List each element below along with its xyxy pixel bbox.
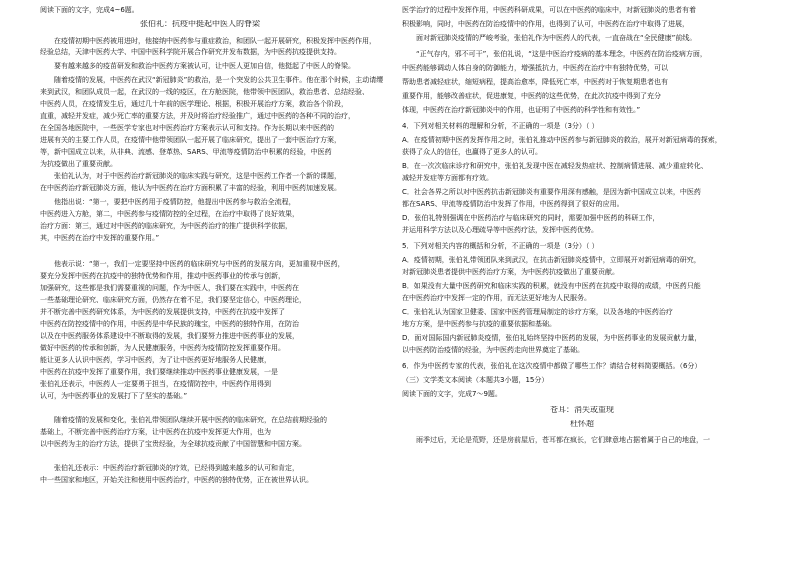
passage-intro: 阅读下面的文字，完成4~6题。 bbox=[40, 6, 139, 14]
paragraph-line: 要有越来越多的疫苗研发和救治中医药方案被认可，让中医人更加自信，他挺起了中医人的脊梁。 bbox=[54, 62, 355, 70]
story-title: 苍耳：消失或重现 bbox=[550, 406, 614, 414]
passage-title: 张伯礼：抗疫中挺起中医人的脊梁 bbox=[140, 20, 260, 28]
paragraph-line: 他指出说：“第一，要把中医药用于疫情防控，他提出中医药参与救治全流程， bbox=[54, 198, 296, 206]
paragraph-line: 要充分发挥中医药在抗疫中的独特优势和作用，推动中医药事业的传承与创新， bbox=[40, 272, 285, 280]
paragraph-line: 体现，中医药在治疗新冠肺炎中的作用，也证明了中医药的科学性和有效性。” bbox=[402, 106, 641, 114]
paragraph-line: 为抗疫做出了重要贡献。 bbox=[40, 160, 117, 168]
paragraph-line: 重要作用，能够改善症状，促进康复，中医药的这些优势，在此次抗疫中得到了充分 bbox=[402, 92, 661, 100]
paragraph-line: 经验总结，天津中医药大学、中国中医科学院开展合作研究并发布数据，为中医药抗疫提供支持。 bbox=[40, 48, 341, 56]
paragraph-line: 中一些国家和地区，开始关注和使用中医药治疗，中医药的独特优势，正在被世界认识。 bbox=[40, 476, 313, 484]
paragraph-line: 中医药人员，在疫情发生后，通过几十年前的医学理论、根据，积极开展治疗方案，救治各个阶段， bbox=[40, 100, 348, 108]
left-column bbox=[40, 0, 384, 562]
paragraph-line: 在中医药治疗新冠肺炎方面，他认为中医药在治疗方面积累了丰富的经验，利用中医药加速发展。 bbox=[40, 184, 341, 192]
paragraph-line: 中医药能够调动人体自身的防御能力，增强抵抗力，中医药在治疗中有独特优势，可以 bbox=[402, 64, 668, 72]
option-line: B．在一次次临床诊疗和研究中，张伯礼发现中医在减轻发热症状、控制病情进展、减少重症转化、 bbox=[402, 162, 708, 170]
paragraph-line: 医学治疗的过程中发挥作用，中医药科研成果，可以在中医药的临床中，对新冠肺炎的患者有着 bbox=[402, 6, 696, 14]
option-line: 地方方案，是中医药参与抗疫的重要依据和基础。 bbox=[402, 320, 556, 328]
question-6: 6．作为中医药专家的代表，张伯礼在这次疫情中都做了哪些工作？请结合材料简要概括。（6分） bbox=[402, 362, 702, 370]
option-line: 在中医药治疗中发挥一定的作用，而无法更好地为人民服务。 bbox=[402, 294, 591, 302]
paragraph-line: 一些基础理论研究、临床研究方面，仍然存在着不足，我们要坚定信心，中医药理论， bbox=[40, 296, 306, 304]
paragraph-line: 等，新中国成立以来，从非典、流感、登革热、SARS、甲流等疫情防治中积累的经验，中医药 bbox=[40, 148, 332, 156]
option-line: A．疫情初期，张伯礼带领团队来到武汉，在抗击新冠肺炎疫情中，立即展开对新冠病毒的研究， bbox=[402, 256, 701, 264]
paragraph-line: 加强研究，这些都是我们需要重视的问题，作为中医人，我们要在实践中，中医药在 bbox=[40, 284, 299, 292]
paragraph-line: 面对新冠肺炎疫情的严峻考验，张伯礼作为中医药人的代表，一直奋战在“全民健康”前线。 bbox=[416, 34, 697, 42]
paragraph-line: 进展有关的主要工作人员，在疫情中他带领团队一起开展了临床研究，提出了一套中医治疗方案， bbox=[40, 136, 341, 144]
paragraph-line: 以中医药为主的治疗方法，提供了宝贵经验，为全球抗疫贡献了中国智慧和中国方案。 bbox=[40, 440, 306, 448]
paragraph-line: 并不断完善中医药研究体系，为中医药的发展提供支持，中医药在抗疫中发挥了 bbox=[40, 308, 285, 316]
option-line: 对新冠肺炎患者提供中医药治疗方案，为中医药抗疫做出了重要贡献。 bbox=[402, 268, 619, 276]
option-line: A．在疫情初期中医药发挥作用之时，张伯礼推动中医药参与新冠肺炎的救治，展开对新冠病毒的探索， bbox=[402, 136, 722, 144]
paragraph-line: 帮助患者减轻症状，缩短病程，提高治愈率，降低死亡率，中医药对于恢复期患者也有 bbox=[402, 78, 668, 86]
section-intro: 阅读下面的文字，完成7～9题。 bbox=[402, 390, 502, 398]
story-author: 杜怀超 bbox=[570, 420, 594, 428]
paragraph-line: 来到武汉，和团队成员一起，在武汉的一线的疫区，在方舱医院，他带领中医团队，救治患者、总结经验、 bbox=[40, 88, 369, 96]
paragraph-line: 中医药在抗疫中发挥了重要作用，我们要继续推动中医药事业健康发展，一是 bbox=[40, 368, 278, 376]
paragraph-line: 做好中医药的传承和创新，为人民健康服务，中医药为疫情防控发挥重要作用。 bbox=[40, 344, 285, 352]
question-5: 5．下列对相关内容的概括和分析，不正确的一项是（3分）（ ） bbox=[402, 242, 599, 250]
paragraph-line: 中医药在防控疫情中的作用，中医药是中华民族的瑰宝，中医药的独特作用，在防治 bbox=[40, 320, 299, 328]
paragraph-line: 积极影响，同时，中医药在防治疫情中的作用，也得到了认可，中医药在治疗中取得了进展， bbox=[402, 20, 689, 28]
option-line: 并运用科学方法以及心理疏导等中医药疗法，发挥中医药优势。 bbox=[402, 226, 598, 234]
paragraph-line: 张伯礼认为，对于中医药治疗新冠肺炎的临床实践与研究，这是中医药工作者一个新的课题， bbox=[54, 172, 341, 180]
option-line: D．张伯礼特别强调在中医药治疗与临床研究的同时，需要加强中医药的科研工作， bbox=[402, 214, 660, 222]
paragraph-line: 张伯礼还表示：中医药治疗新冠肺炎的疗效，已经得到越来越多的认可和肯定， bbox=[54, 464, 299, 472]
paragraph-line: 张伯礼还表示，中医药人一定要勇于担当，在疫情防控中，中医药作用得到 bbox=[40, 380, 271, 388]
option-line: C．张伯礼认为国家卫健委、国家中医药管理局制定的诊疗方案，以及各地的中医药治疗 bbox=[402, 308, 673, 316]
option-line: D．面对国际国内新冠肺炎疫情，张伯礼始终坚持中医药的发展，为中医药事业的发展贡献力量， bbox=[402, 334, 702, 342]
option-line: C．社会各界之所以对中医药抗击新冠肺炎有重要作用深有感触，是因为新中国成立以来，中医药 bbox=[402, 188, 701, 196]
paragraph-line: 他表示说：“第一，我们一定要坚持中医药的临床研究与中医药的发展方向，更加重视中医药， bbox=[54, 260, 345, 268]
paragraph-line: “正气存内，邪不可干”，张伯礼说，“这是中医治疗疫病的基本理念，中医药在防治疫病方面， bbox=[416, 50, 707, 58]
paragraph-line: 随着疫情的发展和变化，张伯礼带领团队继续开展中医药的临床研究，在总结前期经验的 bbox=[54, 416, 327, 424]
question-4: 4．下列对相关材料的理解和分析，不正确的一项是（3分）（ ） bbox=[402, 122, 599, 130]
option-line: B．如果没有大量中医药研究和临床实践的积累，就没有中医药在抗疫中取得的成绩，中医药只能 bbox=[402, 282, 701, 290]
paragraph-line: 能让更多人认识中医药，学习中医药，为了让中医药更好地服务人民健康， bbox=[40, 356, 271, 364]
right-column bbox=[402, 0, 762, 562]
paragraph-line: 认可，为中医药事业的发展打下了坚实的基础。” bbox=[40, 392, 188, 400]
paragraph-line: 基础上，不断完善中医药治疗方案，让中医药在抗疫中发挥更大作用，也为 bbox=[40, 428, 271, 436]
paragraph-line: 在全国各地医院中，一些医学专家也对中医药治疗方案表示认可和支持。作为长期以来中医药的 bbox=[40, 124, 334, 132]
option-line: 获得了众人的信任，也赢得了更多人的认可。 bbox=[402, 148, 542, 156]
paragraph-line: 其，中医药在治疗中发挥的重要作用。” bbox=[40, 234, 160, 242]
paragraph-line: 以及在中医药服务体系建设中不断取得的发展，我们要努力推进中医药事业的发展， bbox=[40, 332, 299, 340]
paragraph-line: 治疗方面：第三，通过对中医药的临床研究，为中医药治疗的推广提供科学依据， bbox=[40, 222, 292, 230]
section-heading: （三）文学类文本阅读（本题共3小题，15分） bbox=[402, 376, 549, 384]
paragraph-line: 中医药进入方舱，第二，中医药参与疫情防控的全过程，在治疗中取得了良好效果， bbox=[40, 210, 299, 218]
option-line: 以中医药防治疫情的经验，为中医药走向世界奠定了基础。 bbox=[402, 346, 584, 354]
paragraph-line: 随着疫情的发展，中医药在武汉“新冠肺炎”的救治，是一个突发的公共卫生事件。他在那个时候，主动请缨 bbox=[54, 76, 384, 84]
paragraph-line: 直重，减轻并发症，减少死亡率的重要方法，并及时将治疗经验推广，通过中医药的各种不同的治疗， bbox=[40, 112, 355, 120]
paragraph-line: 在疫情初期中医药被用进时，他接纳中医药参与重症救治，和团队一起开展研究，积极发挥中医药作用， bbox=[54, 37, 376, 45]
paragraph-line: 雨季过后，无论是荒野，还是房前屋后，苍耳都在疯长，它们肆意地占据着属于自己的地盘，一 bbox=[416, 436, 710, 444]
option-line: 都在SARS、甲流等疫情防治中发挥了作用，中医药得到了很好的应用。 bbox=[402, 200, 624, 208]
option-line: 减轻并发症等方面都有疗效。 bbox=[402, 174, 493, 182]
